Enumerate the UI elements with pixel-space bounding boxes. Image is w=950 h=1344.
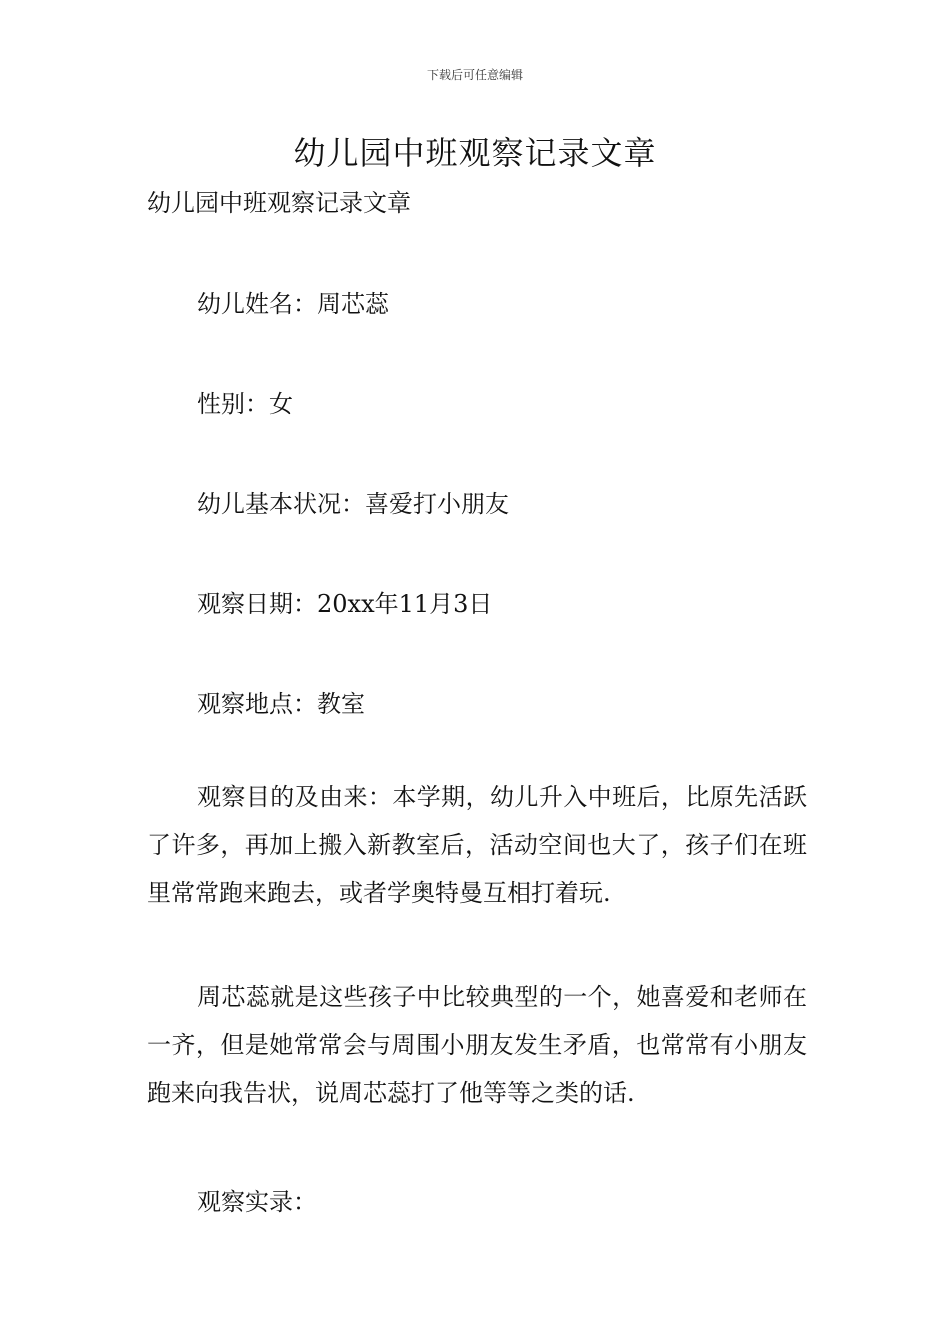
document-title: 幼儿园中班观察记录文章 bbox=[293, 134, 657, 172]
field-observation-date: 观察日期：20xx年11月3日 bbox=[197, 590, 493, 618]
field-gender: 性别：女 bbox=[197, 390, 293, 418]
header-note: 下载后可任意编辑 bbox=[426, 68, 523, 82]
document-subtitle: 幼儿园中班观察记录文章 bbox=[147, 189, 411, 217]
paragraph-case: 周芯蕊就是这些孩子中比较典型的一个，她喜爱和老师在一齐，但是她常常会与周围小朋友发生矛盾，也常常有小朋友跑来向我告状，说周芯蕊打了他等等之类的话. bbox=[147, 983, 807, 1107]
record-heading: 观察实录： bbox=[197, 1188, 317, 1216]
field-observation-place: 观察地点：教室 bbox=[197, 690, 365, 718]
field-basic-status: 幼儿基本状况：喜爱打小朋友 bbox=[197, 490, 509, 518]
field-child-name: 幼儿姓名：周芯蕊 bbox=[197, 290, 389, 318]
paragraph-purpose: 观察目的及由来：本学期，幼儿升入中班后，比原先活跃了许多，再加上搬入新教室后，活动空间也大了，孩子们在班里常常跑来跑去，或者学奥特曼互相打着玩. bbox=[147, 783, 807, 907]
